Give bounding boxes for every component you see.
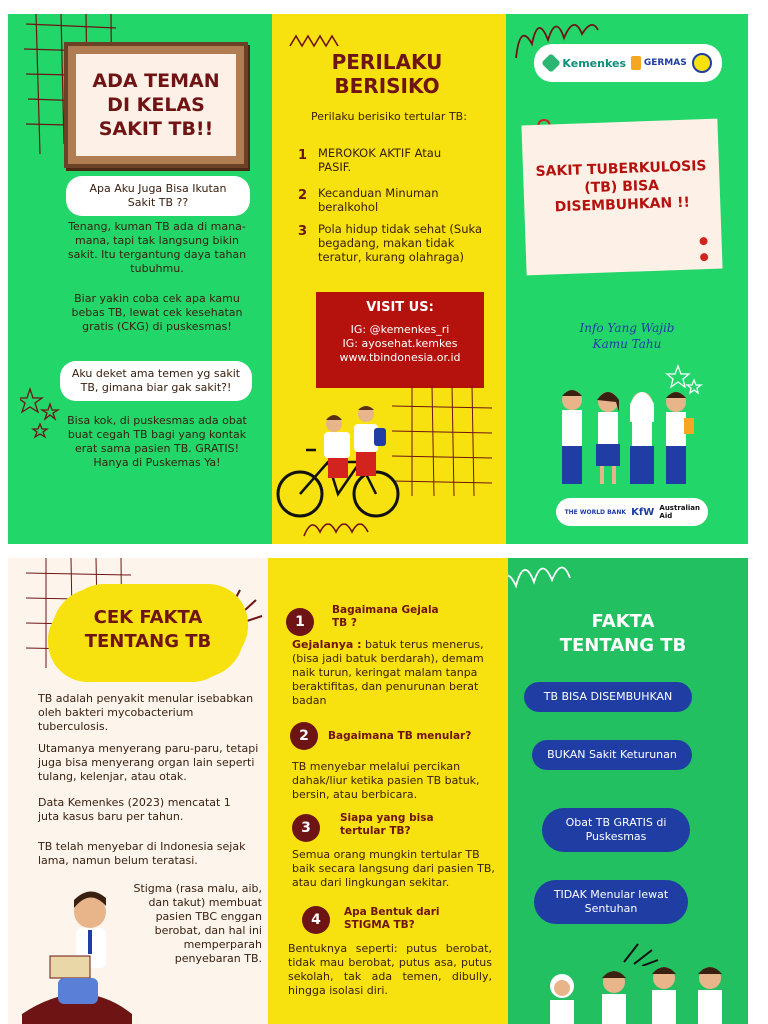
- top-middle-panel: [272, 14, 506, 544]
- fact-paragraph-4: TB telah menyebar di Indonesia sejak lama, namun belum teratasi.: [38, 840, 246, 867]
- visit-ig-ayosehat[interactable]: IG: ayosehat.kemkes: [342, 337, 458, 350]
- germas-logo: GERMAS: [631, 56, 687, 70]
- risk-item: 1 MEROKOK AKTIF Atau PASIF.: [298, 146, 442, 174]
- note-title: SAKIT TUBERKULOSIS (TB) BISA DISEMBUHKAN !!: [535, 158, 707, 216]
- bottom-left-panel: [8, 558, 268, 1024]
- risk-item: 2 Kecanduan Minuman beralkohol: [298, 186, 439, 214]
- risk-item: 3 Pola hidup tidak sehat (Suka begadang, makan tidak teratur, kurang olahraga): [298, 222, 482, 264]
- question-3: Siapa yang bisa tertular TB?: [340, 812, 434, 837]
- section-title: PERILAKU BERISIKO: [331, 50, 443, 98]
- question-number-4: 4: [302, 906, 330, 934]
- kemenkes-logo: Kemenkes: [544, 56, 626, 70]
- kemenkes-icon: [542, 53, 562, 73]
- sign-title: ADA TEMAN DI KELAS SAKIT TB!!: [92, 70, 220, 140]
- question-4: Apa Bentuk dari STIGMA TB?: [344, 906, 440, 931]
- top-left-panel: [8, 14, 272, 544]
- germas-icon: [631, 56, 641, 70]
- question-number-1: 1: [286, 608, 314, 636]
- world-bank-logo: THE WORLD BANK: [564, 508, 626, 516]
- visit-title: VISIT US:: [366, 300, 434, 315]
- fact-pill-2: BUKAN Sakit Keturunan: [532, 740, 692, 770]
- sponsor-bar: [556, 498, 708, 526]
- visit-box: [316, 292, 484, 388]
- question-2: Bagaimana TB menular?: [328, 730, 472, 742]
- dot-icon: [699, 237, 707, 245]
- question-pill-1: Apa Aku Juga Bisa Ikutan Sakit TB ??: [66, 176, 250, 216]
- badge-title: CEK FAKTA TENTANG TB: [84, 607, 212, 652]
- dot-icon: [700, 253, 708, 261]
- note-card: [521, 119, 722, 276]
- answer-4: Bentuknya seperti: putus berobat, tidak mau berobat, putus asa, putus sekolah, tak ada temen, dibully, hingga isolasi diri.: [288, 942, 492, 997]
- stigma-paragraph: Stigma (rasa malu, aib, dan takut) membuat pasien TBC enggan berobat, dan hal ini memperparah penyebaran TB.: [133, 882, 262, 965]
- info-tagline: Info Yang Wajib Kamu Tahu: [579, 321, 675, 351]
- kfw-logo: KfW: [631, 506, 655, 518]
- bottom-page: [0, 548, 768, 1024]
- badge-cloud: [56, 592, 240, 674]
- fact-paragraph-1: TB adalah penyakit menular isebabkan oleh bakteri mycobacterium tuberculosis.: [38, 692, 254, 733]
- section-subtitle: Perilaku berisiko tertular TB:: [311, 110, 467, 123]
- visit-website[interactable]: www.tbindonesia.or.id: [339, 351, 461, 364]
- bottom-middle-panel: [268, 558, 508, 1024]
- kids-on-bicycle-illustration: [276, 402, 406, 532]
- paragraph-1: Tenang, kuman TB ada di mana-mana, tapi tak langsung bikin sakit. Itu tergantung daya tahan tubuhmu.: [67, 220, 247, 275]
- answer-2: TB menyebar melalui percikan dahak/liur ketika pasien TB batuk, bersin, atau berbicara.: [292, 760, 480, 801]
- students-illustration: [538, 956, 738, 1024]
- students-illustration: [550, 382, 700, 494]
- fact-paragraph-2: Utamanya menyerang paru-paru, tetapi juga bisa menyerang organ lain seperti tulang, kelenjar, atau otak.: [38, 742, 259, 783]
- question-pill-2: Aku deket ama temen yg sakit TB, gimana biar gak sakit?!: [60, 361, 252, 401]
- fact-pill-4: TIDAK Menular lewat Sentuhan: [534, 880, 688, 924]
- question-number-2: 2: [290, 722, 318, 750]
- facts-title: FAKTA TENTANG TB: [559, 611, 687, 656]
- paragraph-3: Bisa kok, di puskesmas ada obat buat cegah TB bagi yang kontak erat sama pasien TB. GRATIS! Hanya di Puskemas Ya!: [67, 414, 247, 469]
- question-1: Bagaimana Gejala TB ?: [332, 604, 439, 629]
- fact-pill-3: Obat TB GRATIS di Puskesmas: [542, 808, 690, 852]
- paragraph-2: Biar yakin coba cek apa kamu bebas TB, lewat cek kesehatan gratis (CKG) di puskesmas!: [71, 292, 243, 333]
- fact-paragraph-3: Data Kemenkes (2023) mencatat 1 juta kasus baru per tahun.: [38, 796, 231, 823]
- zigzag-doodle: [288, 32, 348, 52]
- logo-bar: [534, 44, 722, 82]
- curl-doodle: [302, 514, 382, 544]
- bottom-right-panel: [508, 558, 748, 1024]
- australian-aid-logo: Australian Aid: [659, 504, 701, 520]
- risk-list: [298, 144, 498, 290]
- campaign-logo-icon: [692, 53, 712, 73]
- fact-pill-1: TB BISA DISEMBUHKAN: [524, 682, 692, 712]
- visit-ig-kemenkes[interactable]: IG: @kemenkes_ri: [350, 323, 450, 336]
- answer-3: Semua orang mungkin tertular TB baik secara langsung dari pasien TB, atau dari lingkungan sekitar.: [292, 848, 495, 889]
- top-right-panel: [506, 14, 748, 544]
- wooden-sign: [64, 42, 248, 168]
- loop-doodle: [508, 558, 584, 608]
- grid-doodle: [392, 386, 502, 506]
- star-doodles: [20, 384, 60, 444]
- boy-reading-illustration: [22, 884, 132, 1024]
- answer-1: Gejalanya : batuk terus menerus, (bisa jadi batuk berdarah), demam naik turun, keringat malam tanpa beraktifitas, dan penurunan berat badan: [292, 638, 484, 707]
- question-number-3: 3: [292, 814, 320, 842]
